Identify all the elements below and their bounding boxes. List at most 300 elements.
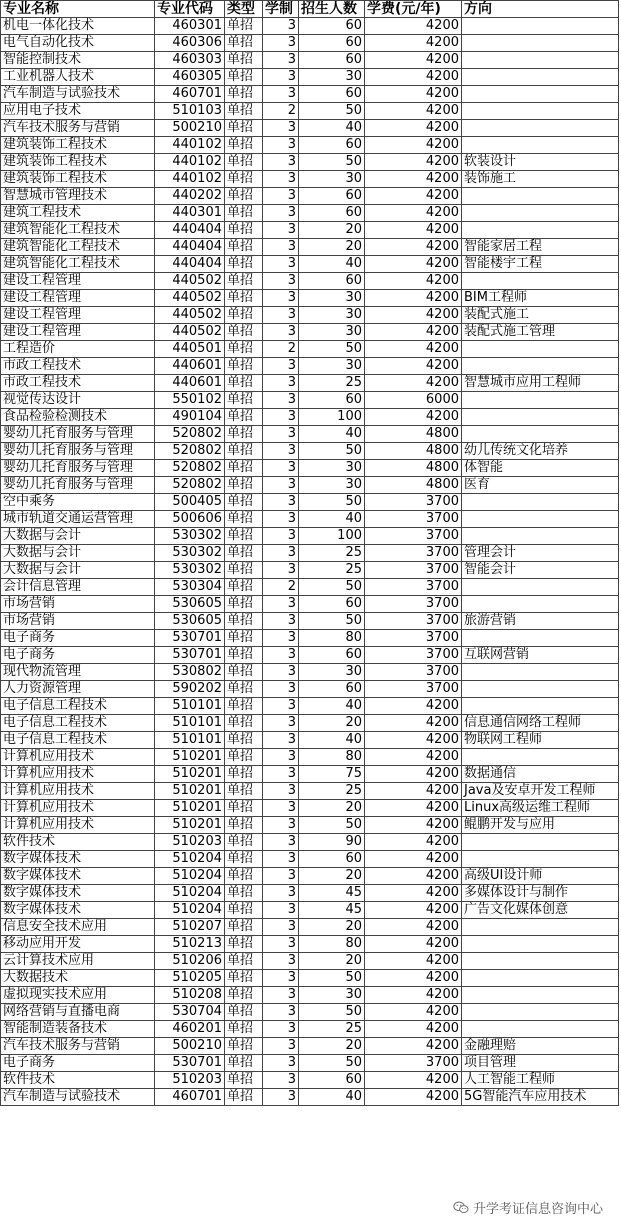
cell-major-name: 建筑智能化工程技术 bbox=[1, 222, 155, 239]
cell-major-code: 460301 bbox=[155, 18, 225, 35]
cell-direction bbox=[462, 749, 619, 766]
cell-major-name: 婴幼儿托育服务与管理 bbox=[1, 477, 155, 494]
cell-direction bbox=[462, 953, 619, 970]
cell-major-name: 电子商务 bbox=[1, 647, 155, 664]
cell-duration: 3 bbox=[263, 630, 299, 647]
cell-duration: 3 bbox=[263, 596, 299, 613]
cell-tuition: 4200 bbox=[365, 868, 462, 885]
cell-direction bbox=[462, 409, 619, 426]
cell-major-name: 建筑工程技术 bbox=[1, 205, 155, 222]
table-row bbox=[1, 171, 619, 188]
cell-type: 单招 bbox=[225, 1072, 263, 1089]
cell-direction: 金融理赔 bbox=[462, 1038, 619, 1055]
cell-direction bbox=[462, 35, 619, 52]
cell-type: 单招 bbox=[225, 35, 263, 52]
cell-enrollment: 20 bbox=[299, 868, 365, 885]
cell-major-code: 510201 bbox=[155, 800, 225, 817]
cell-major-name: 大数据技术 bbox=[1, 970, 155, 987]
cell-major-code: 440404 bbox=[155, 222, 225, 239]
table-row bbox=[1, 1055, 619, 1072]
cell-tuition: 4800 bbox=[365, 426, 462, 443]
cell-type: 单招 bbox=[225, 800, 263, 817]
table-row bbox=[1, 936, 619, 953]
cell-tuition: 4200 bbox=[365, 222, 462, 239]
cell-direction bbox=[462, 579, 619, 596]
cell-direction: 鲲鹏开发与应用 bbox=[462, 817, 619, 834]
table-row bbox=[1, 256, 619, 273]
cell-duration: 3 bbox=[263, 69, 299, 86]
cell-duration: 3 bbox=[263, 562, 299, 579]
table-row bbox=[1, 52, 619, 69]
table-row bbox=[1, 987, 619, 1004]
table-row bbox=[1, 919, 619, 936]
cell-type: 单招 bbox=[225, 1055, 263, 1072]
cell-direction: 物联网工程师 bbox=[462, 732, 619, 749]
cell-tuition: 3700 bbox=[365, 613, 462, 630]
cell-tuition: 4200 bbox=[365, 1004, 462, 1021]
header-major-code: 专业代码 bbox=[155, 1, 225, 18]
cell-tuition: 4200 bbox=[365, 1089, 462, 1106]
cell-direction: 幼儿传统文化培养 bbox=[462, 443, 619, 460]
cell-duration: 3 bbox=[263, 52, 299, 69]
cell-duration: 3 bbox=[263, 290, 299, 307]
cell-tuition: 4200 bbox=[365, 273, 462, 290]
table-row bbox=[1, 477, 619, 494]
cell-type: 单招 bbox=[225, 171, 263, 188]
cell-major-name: 电子商务 bbox=[1, 630, 155, 647]
cell-tuition: 3700 bbox=[365, 630, 462, 647]
cell-direction bbox=[462, 970, 619, 987]
cell-tuition: 4800 bbox=[365, 477, 462, 494]
cell-type: 单招 bbox=[225, 545, 263, 562]
cell-direction: 5G智能汽车应用技术 bbox=[462, 1089, 619, 1106]
cell-major-code: 520802 bbox=[155, 477, 225, 494]
cell-duration: 3 bbox=[263, 426, 299, 443]
cell-tuition: 4200 bbox=[365, 953, 462, 970]
table-row bbox=[1, 290, 619, 307]
table-row bbox=[1, 69, 619, 86]
cell-major-name: 汽车技术服务与营销 bbox=[1, 1038, 155, 1055]
table-row bbox=[1, 137, 619, 154]
cell-duration: 3 bbox=[263, 1021, 299, 1038]
cell-tuition: 4200 bbox=[365, 120, 462, 137]
cell-duration: 3 bbox=[263, 460, 299, 477]
cell-enrollment: 30 bbox=[299, 171, 365, 188]
cell-duration: 3 bbox=[263, 222, 299, 239]
cell-duration: 3 bbox=[263, 732, 299, 749]
cell-duration: 3 bbox=[263, 137, 299, 154]
cell-direction bbox=[462, 681, 619, 698]
cell-major-name: 市政工程技术 bbox=[1, 375, 155, 392]
cell-major-code: 440102 bbox=[155, 137, 225, 154]
cell-major-name: 会计信息管理 bbox=[1, 579, 155, 596]
cell-type: 单招 bbox=[225, 681, 263, 698]
cell-major-name: 市场营销 bbox=[1, 596, 155, 613]
cell-major-name: 建筑智能化工程技术 bbox=[1, 239, 155, 256]
cell-enrollment: 60 bbox=[299, 35, 365, 52]
cell-major-code: 530302 bbox=[155, 528, 225, 545]
cell-direction bbox=[462, 341, 619, 358]
cell-duration: 3 bbox=[263, 885, 299, 902]
table-row bbox=[1, 460, 619, 477]
cell-type: 单招 bbox=[225, 868, 263, 885]
cell-major-name: 软件技术 bbox=[1, 834, 155, 851]
cell-enrollment: 60 bbox=[299, 137, 365, 154]
cell-major-name: 空中乘务 bbox=[1, 494, 155, 511]
cell-enrollment: 45 bbox=[299, 885, 365, 902]
cell-enrollment: 80 bbox=[299, 936, 365, 953]
cell-duration: 3 bbox=[263, 511, 299, 528]
cell-direction bbox=[462, 426, 619, 443]
cell-major-code: 440102 bbox=[155, 171, 225, 188]
cell-enrollment: 40 bbox=[299, 732, 365, 749]
cell-enrollment: 25 bbox=[299, 1021, 365, 1038]
header-type: 类型 bbox=[225, 1, 263, 18]
cell-tuition: 3700 bbox=[365, 511, 462, 528]
cell-enrollment: 60 bbox=[299, 52, 365, 69]
table-row bbox=[1, 749, 619, 766]
cell-major-name: 电子信息工程技术 bbox=[1, 715, 155, 732]
cell-major-code: 510101 bbox=[155, 732, 225, 749]
cell-tuition: 4200 bbox=[365, 698, 462, 715]
cell-tuition: 4200 bbox=[365, 817, 462, 834]
cell-enrollment: 100 bbox=[299, 409, 365, 426]
cell-major-name: 工程造价 bbox=[1, 341, 155, 358]
cell-direction bbox=[462, 1004, 619, 1021]
table-row bbox=[1, 222, 619, 239]
cell-major-code: 440404 bbox=[155, 239, 225, 256]
cell-major-name: 应用电子技术 bbox=[1, 103, 155, 120]
cell-major-name: 电子商务 bbox=[1, 1055, 155, 1072]
cell-duration: 3 bbox=[263, 851, 299, 868]
cell-duration: 3 bbox=[263, 1055, 299, 1072]
cell-major-name: 大数据与会计 bbox=[1, 528, 155, 545]
cell-duration: 3 bbox=[263, 154, 299, 171]
cell-direction: 高级UI设计师 bbox=[462, 868, 619, 885]
cell-major-code: 440501 bbox=[155, 341, 225, 358]
cell-major-code: 440502 bbox=[155, 273, 225, 290]
cell-major-code: 440601 bbox=[155, 358, 225, 375]
table-row bbox=[1, 35, 619, 52]
cell-duration: 3 bbox=[263, 647, 299, 664]
cell-tuition: 4200 bbox=[365, 749, 462, 766]
cell-type: 单招 bbox=[225, 256, 263, 273]
cell-enrollment: 20 bbox=[299, 715, 365, 732]
cell-tuition: 3700 bbox=[365, 647, 462, 664]
cell-major-code: 510101 bbox=[155, 715, 225, 732]
cell-type: 单招 bbox=[225, 443, 263, 460]
table-row bbox=[1, 409, 619, 426]
cell-major-name: 汽车技术服务与营销 bbox=[1, 120, 155, 137]
cell-major-name: 网络营销与直播电商 bbox=[1, 1004, 155, 1021]
cell-direction bbox=[462, 834, 619, 851]
cell-major-code: 500210 bbox=[155, 1038, 225, 1055]
cell-enrollment: 60 bbox=[299, 1072, 365, 1089]
cell-duration: 3 bbox=[263, 749, 299, 766]
cell-major-code: 520802 bbox=[155, 460, 225, 477]
cell-enrollment: 40 bbox=[299, 698, 365, 715]
cell-direction: 旅游营销 bbox=[462, 613, 619, 630]
cell-direction bbox=[462, 511, 619, 528]
cell-enrollment: 60 bbox=[299, 596, 365, 613]
cell-major-code: 460201 bbox=[155, 1021, 225, 1038]
cell-major-name: 虚拟现实技术应用 bbox=[1, 987, 155, 1004]
table-row bbox=[1, 562, 619, 579]
cell-duration: 3 bbox=[263, 324, 299, 341]
cell-major-name: 移动应用开发 bbox=[1, 936, 155, 953]
cell-major-code: 460701 bbox=[155, 86, 225, 103]
cell-enrollment: 50 bbox=[299, 443, 365, 460]
cell-major-code: 530701 bbox=[155, 647, 225, 664]
cell-enrollment: 50 bbox=[299, 613, 365, 630]
table-row bbox=[1, 817, 619, 834]
cell-enrollment: 60 bbox=[299, 273, 365, 290]
cell-major-name: 建设工程管理 bbox=[1, 273, 155, 290]
cell-direction: 医育 bbox=[462, 477, 619, 494]
cell-type: 单招 bbox=[225, 426, 263, 443]
cell-tuition: 4200 bbox=[365, 69, 462, 86]
cell-major-name: 计算机应用技术 bbox=[1, 783, 155, 800]
cell-type: 单招 bbox=[225, 936, 263, 953]
cell-enrollment: 30 bbox=[299, 460, 365, 477]
table-row bbox=[1, 494, 619, 511]
cell-type: 单招 bbox=[225, 239, 263, 256]
cell-tuition: 4200 bbox=[365, 783, 462, 800]
cell-enrollment: 25 bbox=[299, 375, 365, 392]
table-row bbox=[1, 1089, 619, 1106]
cell-tuition: 3700 bbox=[365, 528, 462, 545]
cell-type: 单招 bbox=[225, 358, 263, 375]
cell-direction bbox=[462, 1021, 619, 1038]
cell-enrollment: 25 bbox=[299, 562, 365, 579]
cell-enrollment: 50 bbox=[299, 1055, 365, 1072]
table-row bbox=[1, 902, 619, 919]
cell-major-code: 510203 bbox=[155, 834, 225, 851]
cell-major-code: 500405 bbox=[155, 494, 225, 511]
table-row bbox=[1, 273, 619, 290]
cell-major-name: 电气自动化技术 bbox=[1, 35, 155, 52]
header-major-name: 专业名称 bbox=[1, 1, 155, 18]
table-row bbox=[1, 596, 619, 613]
cell-tuition: 4200 bbox=[365, 970, 462, 987]
cell-enrollment: 45 bbox=[299, 902, 365, 919]
cell-enrollment: 20 bbox=[299, 1038, 365, 1055]
cell-duration: 3 bbox=[263, 358, 299, 375]
cell-tuition: 4200 bbox=[365, 834, 462, 851]
table-row bbox=[1, 324, 619, 341]
cell-type: 单招 bbox=[225, 205, 263, 222]
cell-major-code: 530701 bbox=[155, 1055, 225, 1072]
cell-type: 单招 bbox=[225, 817, 263, 834]
cell-duration: 3 bbox=[263, 936, 299, 953]
cell-enrollment: 30 bbox=[299, 307, 365, 324]
table-row bbox=[1, 86, 619, 103]
cell-type: 单招 bbox=[225, 137, 263, 154]
cell-direction: 智能家居工程 bbox=[462, 239, 619, 256]
cell-tuition: 4200 bbox=[365, 171, 462, 188]
cell-duration: 3 bbox=[263, 375, 299, 392]
cell-type: 单招 bbox=[225, 1038, 263, 1055]
cell-direction bbox=[462, 630, 619, 647]
cell-tuition: 4200 bbox=[365, 919, 462, 936]
cell-major-code: 510103 bbox=[155, 103, 225, 120]
cell-direction: Linux高级运维工程师 bbox=[462, 800, 619, 817]
cell-major-name: 建设工程管理 bbox=[1, 324, 155, 341]
cell-major-code: 460306 bbox=[155, 35, 225, 52]
cell-major-code: 530605 bbox=[155, 596, 225, 613]
cell-type: 单招 bbox=[225, 494, 263, 511]
cell-type: 单招 bbox=[225, 460, 263, 477]
cell-type: 单招 bbox=[225, 766, 263, 783]
cell-duration: 3 bbox=[263, 392, 299, 409]
cell-major-name: 人力资源管理 bbox=[1, 681, 155, 698]
cell-type: 单招 bbox=[225, 511, 263, 528]
cell-enrollment: 50 bbox=[299, 817, 365, 834]
cell-major-code: 510204 bbox=[155, 885, 225, 902]
cell-enrollment: 40 bbox=[299, 426, 365, 443]
cell-major-code: 510201 bbox=[155, 783, 225, 800]
cell-duration: 3 bbox=[263, 1072, 299, 1089]
cell-major-name: 婴幼儿托育服务与管理 bbox=[1, 443, 155, 460]
cell-enrollment: 30 bbox=[299, 69, 365, 86]
table-row bbox=[1, 154, 619, 171]
cell-direction: 智能楼宇工程 bbox=[462, 256, 619, 273]
cell-major-code: 440502 bbox=[155, 290, 225, 307]
cell-major-code: 510205 bbox=[155, 970, 225, 987]
cell-major-name: 建筑装饰工程技术 bbox=[1, 154, 155, 171]
cell-major-name: 现代物流管理 bbox=[1, 664, 155, 681]
cell-tuition: 4800 bbox=[365, 443, 462, 460]
cell-major-code: 590202 bbox=[155, 681, 225, 698]
cell-direction: BIM工程师 bbox=[462, 290, 619, 307]
cell-tuition: 4200 bbox=[365, 324, 462, 341]
cell-direction bbox=[462, 188, 619, 205]
cell-tuition: 4200 bbox=[365, 18, 462, 35]
cell-major-name: 数字媒体技术 bbox=[1, 902, 155, 919]
table-row bbox=[1, 800, 619, 817]
cell-direction bbox=[462, 205, 619, 222]
cell-type: 单招 bbox=[225, 103, 263, 120]
cell-major-code: 510204 bbox=[155, 902, 225, 919]
cell-duration: 2 bbox=[263, 103, 299, 120]
cell-duration: 3 bbox=[263, 171, 299, 188]
table-row bbox=[1, 528, 619, 545]
header-direction: 方向 bbox=[462, 1, 619, 18]
cell-enrollment: 30 bbox=[299, 477, 365, 494]
cell-tuition: 4800 bbox=[365, 460, 462, 477]
cell-major-name: 市场营销 bbox=[1, 613, 155, 630]
cell-major-name: 汽车制造与试验技术 bbox=[1, 1089, 155, 1106]
cell-major-name: 数字媒体技术 bbox=[1, 868, 155, 885]
cell-major-code: 530304 bbox=[155, 579, 225, 596]
cell-major-name: 市政工程技术 bbox=[1, 358, 155, 375]
cell-enrollment: 60 bbox=[299, 205, 365, 222]
cell-duration: 3 bbox=[263, 715, 299, 732]
cell-type: 单招 bbox=[225, 715, 263, 732]
cell-type: 单招 bbox=[225, 885, 263, 902]
cell-tuition: 4200 bbox=[365, 851, 462, 868]
wechat-icon bbox=[453, 1201, 469, 1214]
cell-enrollment: 75 bbox=[299, 766, 365, 783]
cell-tuition: 4200 bbox=[365, 205, 462, 222]
table-row bbox=[1, 783, 619, 800]
cell-tuition: 3700 bbox=[365, 579, 462, 596]
cell-type: 单招 bbox=[225, 86, 263, 103]
cell-direction: 体智能 bbox=[462, 460, 619, 477]
cell-major-code: 460305 bbox=[155, 69, 225, 86]
table-row bbox=[1, 120, 619, 137]
cell-major-name: 电子信息工程技术 bbox=[1, 732, 155, 749]
cell-enrollment: 30 bbox=[299, 987, 365, 1004]
table-row bbox=[1, 511, 619, 528]
table-body bbox=[1, 18, 619, 1106]
cell-major-name: 建筑装饰工程技术 bbox=[1, 171, 155, 188]
cell-tuition: 4200 bbox=[365, 1038, 462, 1055]
cell-tuition: 4200 bbox=[365, 1021, 462, 1038]
cell-type: 单招 bbox=[225, 919, 263, 936]
cell-tuition: 3700 bbox=[365, 596, 462, 613]
cell-major-code: 510208 bbox=[155, 987, 225, 1004]
cell-duration: 3 bbox=[263, 35, 299, 52]
cell-major-code: 490104 bbox=[155, 409, 225, 426]
cell-direction bbox=[462, 120, 619, 137]
cell-type: 单招 bbox=[225, 307, 263, 324]
cell-major-code: 530704 bbox=[155, 1004, 225, 1021]
cell-type: 单招 bbox=[225, 1089, 263, 1106]
cell-type: 单招 bbox=[225, 324, 263, 341]
cell-major-name: 建筑智能化工程技术 bbox=[1, 256, 155, 273]
cell-major-code: 530701 bbox=[155, 630, 225, 647]
cell-tuition: 4200 bbox=[365, 358, 462, 375]
cell-tuition: 4200 bbox=[365, 256, 462, 273]
cell-major-code: 530802 bbox=[155, 664, 225, 681]
cell-major-name: 数字媒体技术 bbox=[1, 851, 155, 868]
cell-direction bbox=[462, 103, 619, 120]
cell-enrollment: 20 bbox=[299, 800, 365, 817]
cell-enrollment: 60 bbox=[299, 392, 365, 409]
cell-type: 单招 bbox=[225, 290, 263, 307]
cell-major-name: 计算机应用技术 bbox=[1, 766, 155, 783]
cell-duration: 2 bbox=[263, 579, 299, 596]
table-row bbox=[1, 1072, 619, 1089]
cell-major-code: 440404 bbox=[155, 256, 225, 273]
cell-enrollment: 60 bbox=[299, 851, 365, 868]
cell-enrollment: 60 bbox=[299, 681, 365, 698]
cell-enrollment: 60 bbox=[299, 647, 365, 664]
cell-tuition: 4200 bbox=[365, 800, 462, 817]
cell-duration: 3 bbox=[263, 902, 299, 919]
cell-direction: 人工智能工程师 bbox=[462, 1072, 619, 1089]
cell-tuition: 4200 bbox=[365, 188, 462, 205]
cell-enrollment: 25 bbox=[299, 783, 365, 800]
watermark bbox=[453, 1198, 603, 1216]
cell-tuition: 3700 bbox=[365, 681, 462, 698]
cell-tuition: 4200 bbox=[365, 409, 462, 426]
cell-major-code: 530302 bbox=[155, 562, 225, 579]
table-row bbox=[1, 647, 619, 664]
cell-major-name: 建筑装饰工程技术 bbox=[1, 137, 155, 154]
table-row bbox=[1, 375, 619, 392]
cell-direction: 装饰施工 bbox=[462, 171, 619, 188]
cell-major-name: 汽车制造与试验技术 bbox=[1, 86, 155, 103]
table-row bbox=[1, 392, 619, 409]
cell-enrollment: 20 bbox=[299, 222, 365, 239]
cell-enrollment: 50 bbox=[299, 494, 365, 511]
cell-tuition: 4200 bbox=[365, 307, 462, 324]
cell-direction: 数据通信 bbox=[462, 766, 619, 783]
cell-enrollment: 25 bbox=[299, 545, 365, 562]
cell-major-code: 440502 bbox=[155, 324, 225, 341]
